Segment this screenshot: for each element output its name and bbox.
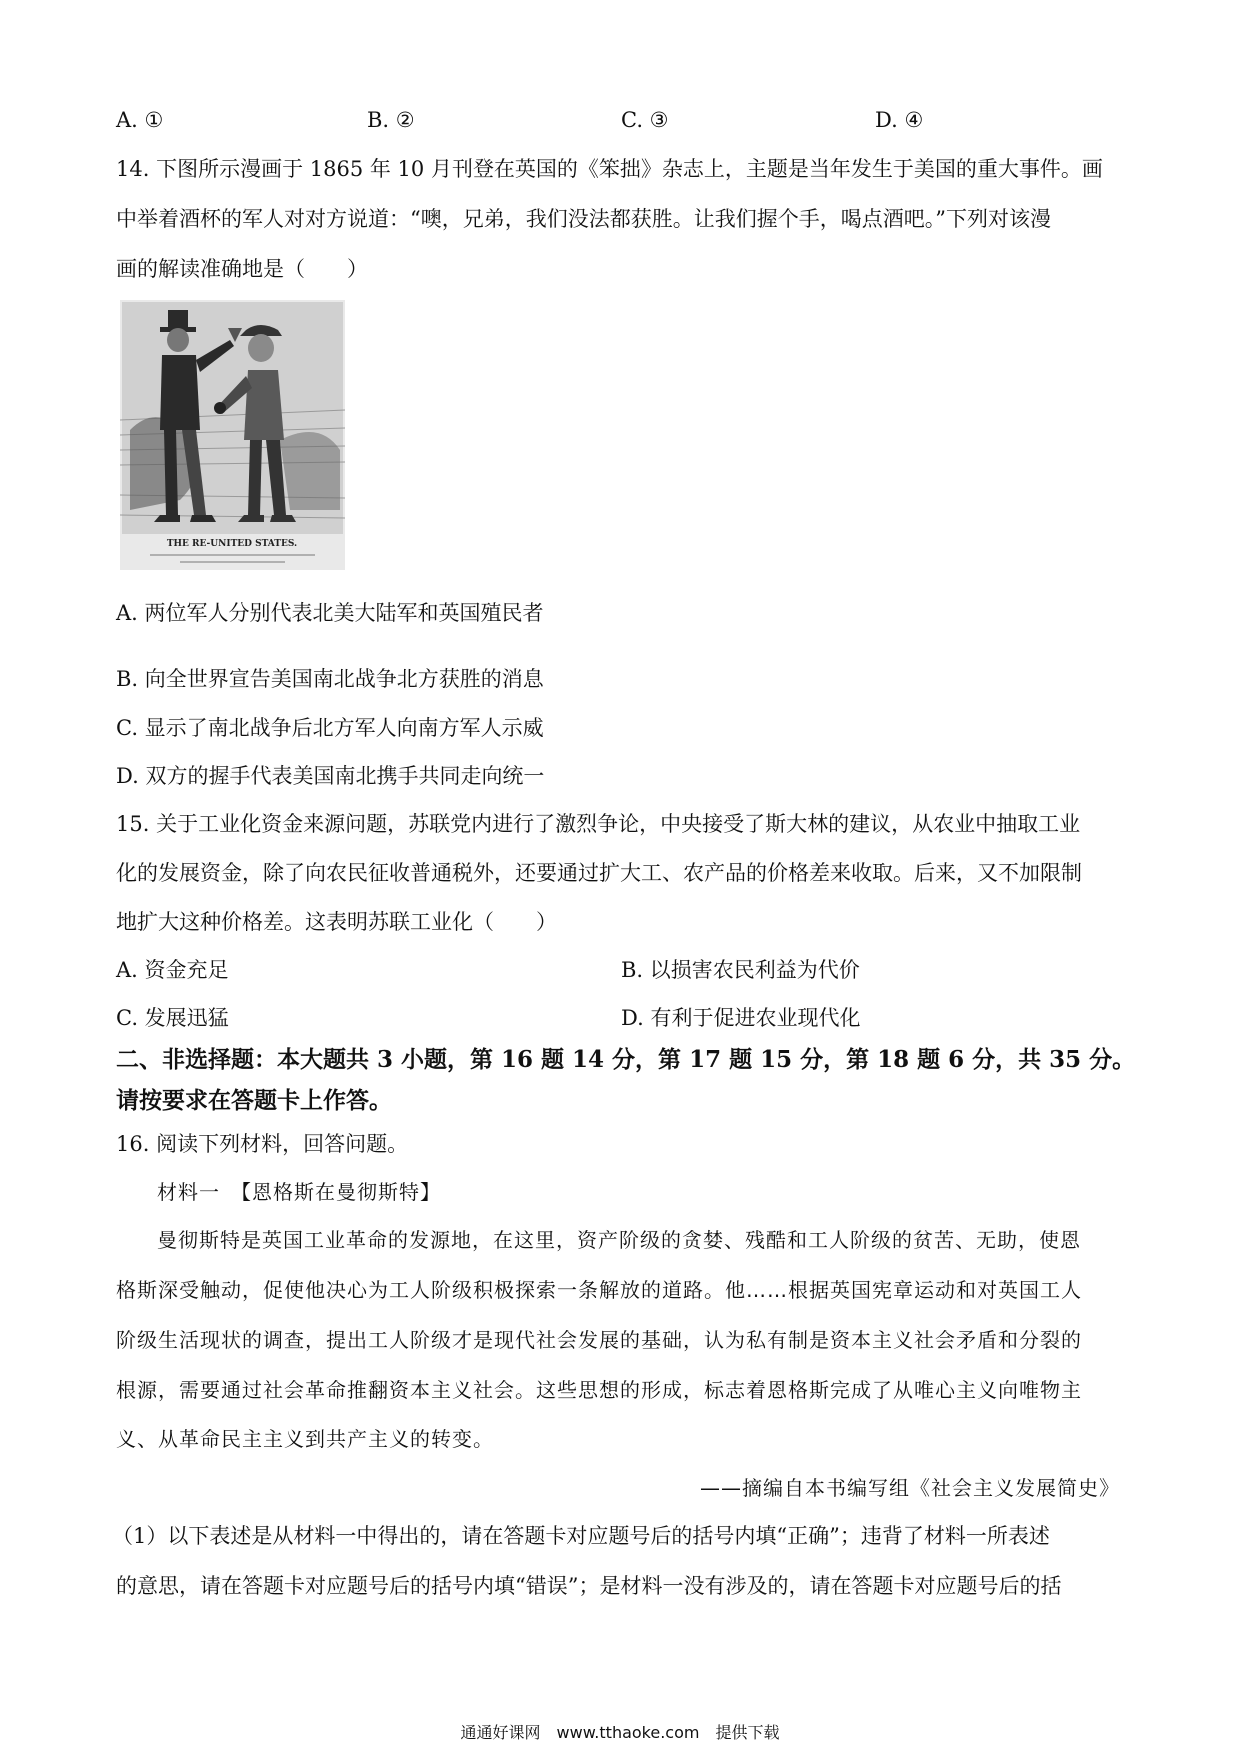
q14-stem-line-3: 画的解读准确地是（ ） [116,257,368,281]
cartoon-image [120,300,345,570]
section2-heading-line-1: 二、非选择题：本大题共 3 小题，第 16 题 14 分，第 17 题 15 分，第 18 题 6 分，共 35 分。 [116,1046,1136,1073]
material-1-title: 材料一 【恩格斯在曼彻斯特】 [157,1180,441,1204]
cartoon-caption: THE RE-UNITED STATES. [166,539,298,549]
q13-option-c: C. ③ [621,108,669,132]
q14-option-c: C. 显示了南北战争后北方军人向南方军人示威 [116,716,544,740]
q13-option-d: D. ④ [875,108,924,132]
page-footer: 通通好课网 www.tthaoke.com 提供下载 [460,1723,780,1742]
q15-stem-line-3: 地扩大这种价格差。这表明苏联工业化（ ） [116,910,557,934]
q16-intro: 16. 阅读下列材料，回答问题。 [116,1132,409,1156]
q15-option-b: B. 以损害农民利益为代价 [621,958,860,982]
q14-option-d: D. 双方的握手代表美国南北携手共同走向统一 [116,764,545,788]
material-1-line-1: 曼彻斯特是英国工业革命的发源地，在这里，资产阶级的贪婪、残酷和工人阶级的贫苦、无助，使恩 [157,1228,1081,1252]
q16-sub1-line-1: （1）以下表述是从材料一中得出的，请在答题卡对应题号后的括号内填“正确”；违背了材料一所表述 [112,1524,1050,1548]
q16-sub1-line-2: 的意思，请在答题卡对应题号后的括号内填“错误”；是材料一没有涉及的，请在答题卡对应题号后的括 [116,1574,1062,1598]
material-1-line-4: 根源，需要通过社会革命推翻资本主义社会。这些思想的形成，标志着恩格斯完成了从唯心主义向唯物主 [116,1378,1082,1402]
material-1-line-2: 格斯深受触动，促使他决心为工人阶级积极探索一条解放的道路。他……根据英国宪章运动和对英国工人 [116,1278,1082,1302]
q13-option-b: B. ② [367,108,415,132]
q13-option-a: A. ① [116,108,164,132]
q15-stem-line-2: 化的发展资金，除了向农民征收普通税外，还要通过扩大工、农产品的价格差来收取。后来，又不加限制 [116,861,1082,885]
material-1-line-5: 义、从革命民主主义到共产主义的转变。 [116,1427,494,1451]
material-1-source: ——摘编自本书编写组《社会主义发展简史》 [700,1476,1120,1500]
q15-option-d: D. 有利于促进农业现代化 [621,1006,861,1030]
section2-heading-line-2: 请按要求在答题卡上作答。 [116,1087,392,1114]
material-1-line-3: 阶级生活现状的调查，提出工人阶级才是现代社会发展的基础，认为私有制是资本主义社会矛盾和分裂的 [116,1328,1082,1352]
q14-option-b: B. 向全世界宣告美国南北战争北方获胜的消息 [116,667,544,691]
q15-option-c: C. 发展迅猛 [116,1006,229,1030]
q14-stem-line-2: 中举着酒杯的军人对对方说道：“噢，兄弟，我们没法都获胜。让我们握个手，喝点酒吧。”下列对该漫 [116,207,1051,231]
q15-stem-line-1: 15. 关于工业化资金来源问题，苏联党内进行了激烈争论，中央接受了斯大林的建议，从农业中抽取工业 [116,812,1081,836]
q14-stem-line-1: 14. 下图所示漫画于 1865 年 10 月刊登在英国的《笨拙》杂志上，主题是当年发生于美国的重大事件。画 [116,157,1103,181]
q14-option-a: A. 两位军人分别代表北美大陆军和英国殖民者 [116,601,544,625]
q15-option-a: A. 资金充足 [116,958,229,982]
